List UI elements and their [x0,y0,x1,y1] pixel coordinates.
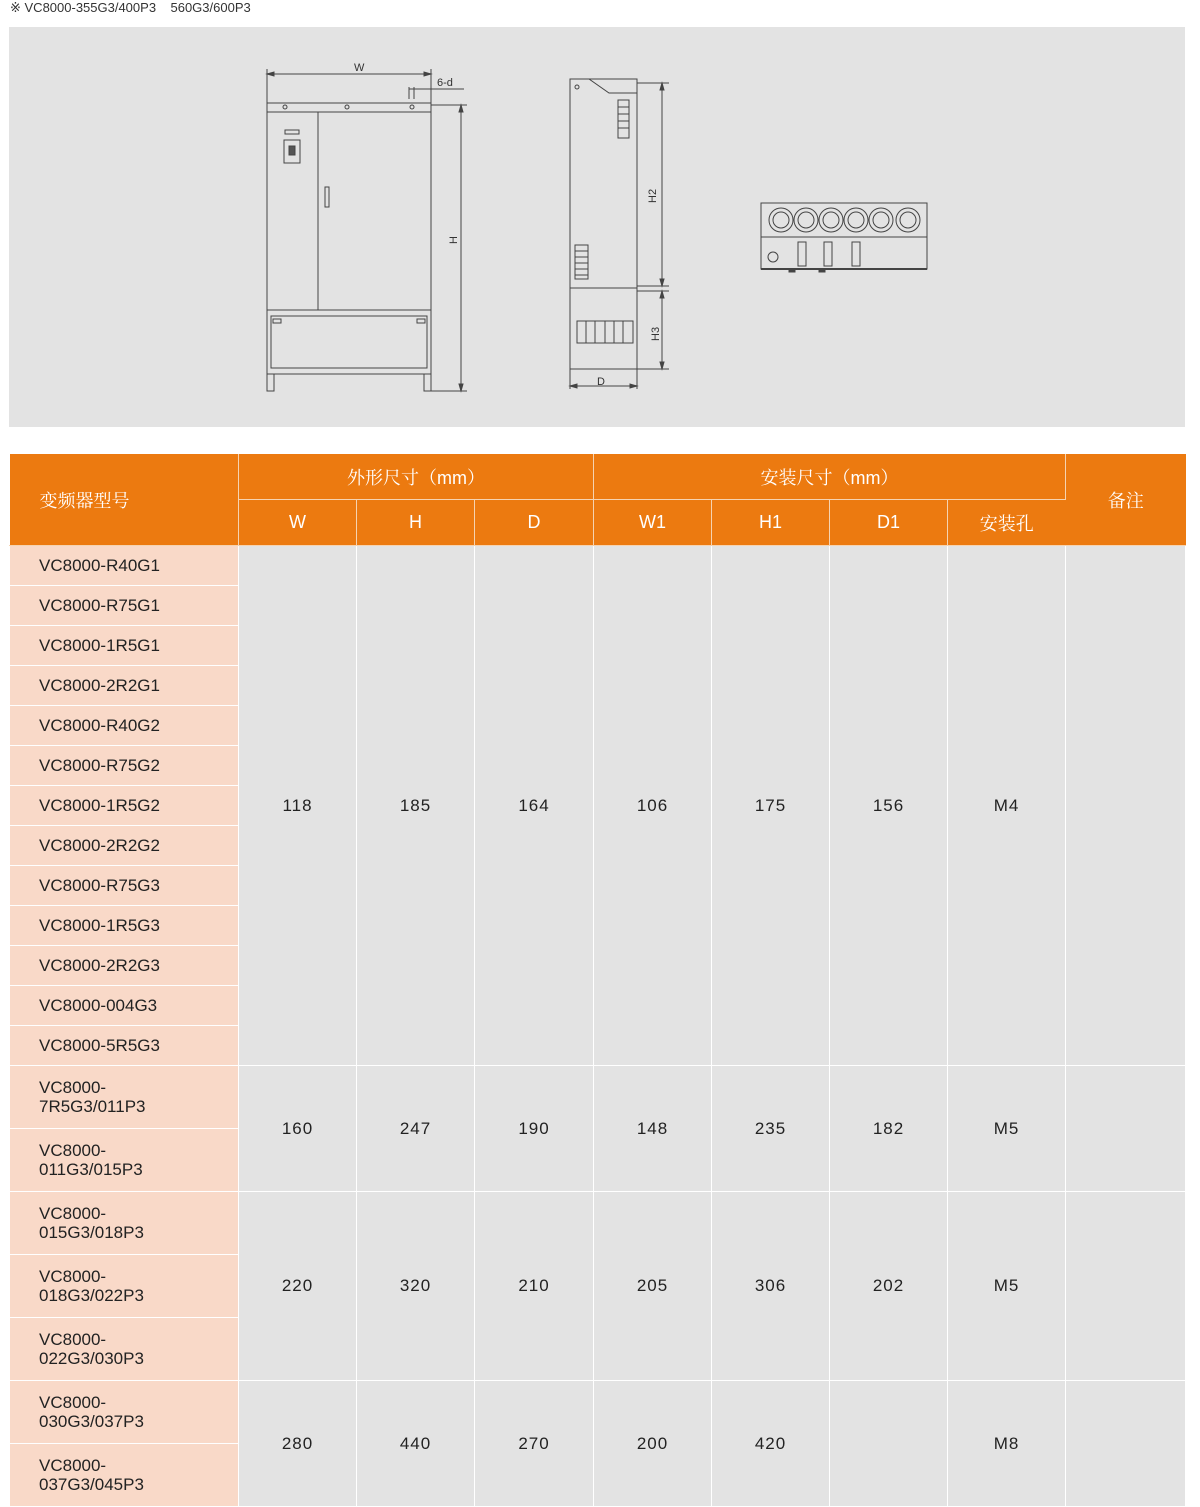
model-cell: VC8000-R75G3 [10,866,239,906]
side-view [570,79,669,389]
header-outline: 外形尺寸（mm） [239,454,594,500]
w1-cell: 200 [594,1381,712,1507]
model-cell: VC8000-2R2G2 [10,826,239,866]
width-label: W [354,62,365,74]
h2-label: H2 [647,188,659,203]
front-view [267,62,467,391]
depth-label: D [597,376,605,388]
drawing-svg [9,27,1185,427]
dimension-table [9,454,1186,1507]
model-cell: VC8000-R40G2 [10,706,239,746]
model-cell: VC8000- 018G3/022P3 [10,1255,239,1318]
model-cell: VC8000-1R5G3 [10,906,239,946]
model-cell: VC8000- 011G3/015P3 [10,1129,239,1192]
header-w: W [239,500,357,546]
hole-cell: M4 [948,546,1066,1066]
h-cell: 247 [357,1066,475,1192]
d1-cell: 182 [830,1066,948,1192]
header-h: H [357,500,475,546]
hole-label: 6-d [437,77,453,89]
model-cell: VC8000- 030G3/037P3 [10,1381,239,1444]
w-cell: 160 [239,1066,357,1192]
d1-cell: 156 [830,546,948,1066]
h1-cell: 175 [712,546,830,1066]
header-remark: 备注 [1066,454,1186,546]
header-w1: W1 [594,500,712,546]
header-model: 变频器型号 [10,454,239,546]
model-cell: VC8000- 015G3/018P3 [10,1192,239,1255]
d-cell: 164 [475,546,594,1066]
header-d: D [475,500,594,546]
model-cell: VC8000-004G3 [10,986,239,1026]
model-cell: VC8000-1R5G2 [10,786,239,826]
model-cell: VC8000- 7R5G3/011P3 [10,1066,239,1129]
model-cell: VC8000-5R5G3 [10,1026,239,1066]
model-cell: VC8000-R75G1 [10,586,239,626]
w-cell: 280 [239,1381,357,1507]
d1-cell [830,1381,948,1507]
d-cell: 210 [475,1192,594,1381]
h1-cell: 235 [712,1066,830,1192]
model-cell: VC8000-1R5G1 [10,626,239,666]
h1-cell: 306 [712,1192,830,1381]
header-d1: D1 [830,500,948,546]
model-cell: VC8000-2R2G3 [10,946,239,986]
top-view [761,203,927,272]
hole-cell: M5 [948,1192,1066,1381]
remark-cell [1066,1381,1186,1507]
h-cell: 440 [357,1381,475,1507]
remark-cell [1066,546,1186,1066]
table-row [10,1192,1186,1255]
header-hole: 安装孔 [948,500,1066,546]
d-cell: 270 [475,1381,594,1507]
dimension-drawing [9,27,1185,427]
d-cell: 190 [475,1066,594,1192]
h-cell: 185 [357,546,475,1066]
header-h1: H1 [712,500,830,546]
remark-cell [1066,1192,1186,1381]
table-row [10,1381,1186,1444]
w1-cell: 148 [594,1066,712,1192]
h1-cell: 420 [712,1381,830,1507]
w1-cell: 106 [594,546,712,1066]
hole-cell: M5 [948,1066,1066,1192]
w-cell: 118 [239,546,357,1066]
model-cell: VC8000- 037G3/045P3 [10,1444,239,1507]
h3-label: H3 [650,326,662,341]
table-row [10,546,1186,586]
table-row [10,1066,1186,1129]
model-cell: VC8000-2R2G1 [10,666,239,706]
remark-cell [1066,1066,1186,1192]
model-cell: VC8000-R75G2 [10,746,239,786]
h-cell: 320 [357,1192,475,1381]
height-label: H [448,236,460,244]
header-install: 安装尺寸（mm） [594,454,1066,500]
w-cell: 220 [239,1192,357,1381]
w1-cell: 205 [594,1192,712,1381]
d1-cell: 202 [830,1192,948,1381]
model-cell: VC8000- 022G3/030P3 [10,1318,239,1381]
hole-cell: M8 [948,1381,1066,1507]
model-cell: VC8000-R40G1 [10,546,239,586]
figure-caption: ※ VC8000-355G3/400P3 560G3/600P3 [10,0,251,15]
